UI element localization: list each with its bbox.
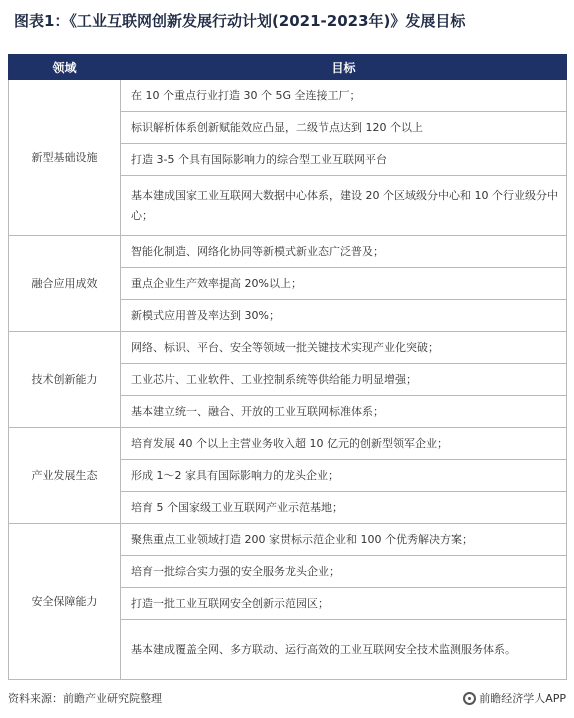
goals-table <box>8 54 567 680</box>
goal-cell: 培育发展 40 个以上主营业务收入超 10 亿元的创新型领军企业； <box>121 428 567 460</box>
domain-cell: 技术创新能力 <box>9 332 121 428</box>
goal-cell: 打造 3-5 个具有国际影响力的综合型工业互联网平台 <box>121 144 567 176</box>
table-header <box>9 55 567 80</box>
goal-cell: 形成 1～2 家具有国际影响力的龙头企业； <box>121 460 567 492</box>
table-row <box>9 80 567 112</box>
goal-cell: 培育 5 个国家级工业互联网产业示范基地； <box>121 492 567 524</box>
table-row <box>9 332 567 364</box>
goal-cell: 基本建立统一、融合、开放的工业互联网标准体系； <box>121 396 567 428</box>
goal-cell: 重点企业生产效率提高 20%以上； <box>121 268 567 300</box>
goal-cell: 基本建成国家工业互联网大数据中心体系，建设 20 个区域级分中心和 10 个行业级分中心； <box>121 176 567 236</box>
domain-cell: 安全保障能力 <box>9 524 121 680</box>
source-note: 资料来源：前瞻产业研究院整理 <box>8 692 162 705</box>
goal-cell: 标识解析体系创新赋能效应凸显，二级节点达到 120 个以上 <box>121 112 567 144</box>
goal-cell: 工业芯片、工业软件、工业控制系统等供给能力明显增强； <box>121 364 567 396</box>
goal-cell: 聚焦重点工业领域打造 200 家贯标示范企业和 100 个优秀解决方案； <box>121 524 567 556</box>
brand-credit[interactable] <box>463 690 566 706</box>
domain-cell: 融合应用成效 <box>9 236 121 332</box>
header-goal: 目标 <box>121 55 567 80</box>
goal-cell: 网络、标识、平台、安全等领域一批关键技术实现产业化突破； <box>121 332 567 364</box>
goal-cell: 基本建成覆盖全网、多方联动、运行高效的工业互联网安全技术监测服务体系。 <box>121 620 567 680</box>
table-row <box>9 236 567 268</box>
domain-cell: 产业发展生态 <box>9 428 121 524</box>
page-title: 图表1：《工业互联网创新发展行动计划(2021-2023年)》发展目标 <box>14 12 466 30</box>
brand-label: 前瞻经济学人APP <box>479 692 566 705</box>
header-domain: 领域 <box>9 55 121 80</box>
goal-cell: 培育一批综合实力强的安全服务龙头企业； <box>121 556 567 588</box>
goal-cell: 打造一批工业互联网安全创新示范园区； <box>121 588 567 620</box>
table-row <box>9 524 567 556</box>
goal-cell: 在 10 个重点行业打造 30 个 5G 全连接工厂； <box>121 80 567 112</box>
goal-cell: 智能化制造、网络化协同等新模式新业态广泛普及； <box>121 236 567 268</box>
qianzhan-logo-icon <box>463 692 476 705</box>
table-row <box>9 428 567 460</box>
goal-cell: 新模式应用普及率达到 30%； <box>121 300 567 332</box>
domain-cell: 新型基础设施 <box>9 80 121 236</box>
